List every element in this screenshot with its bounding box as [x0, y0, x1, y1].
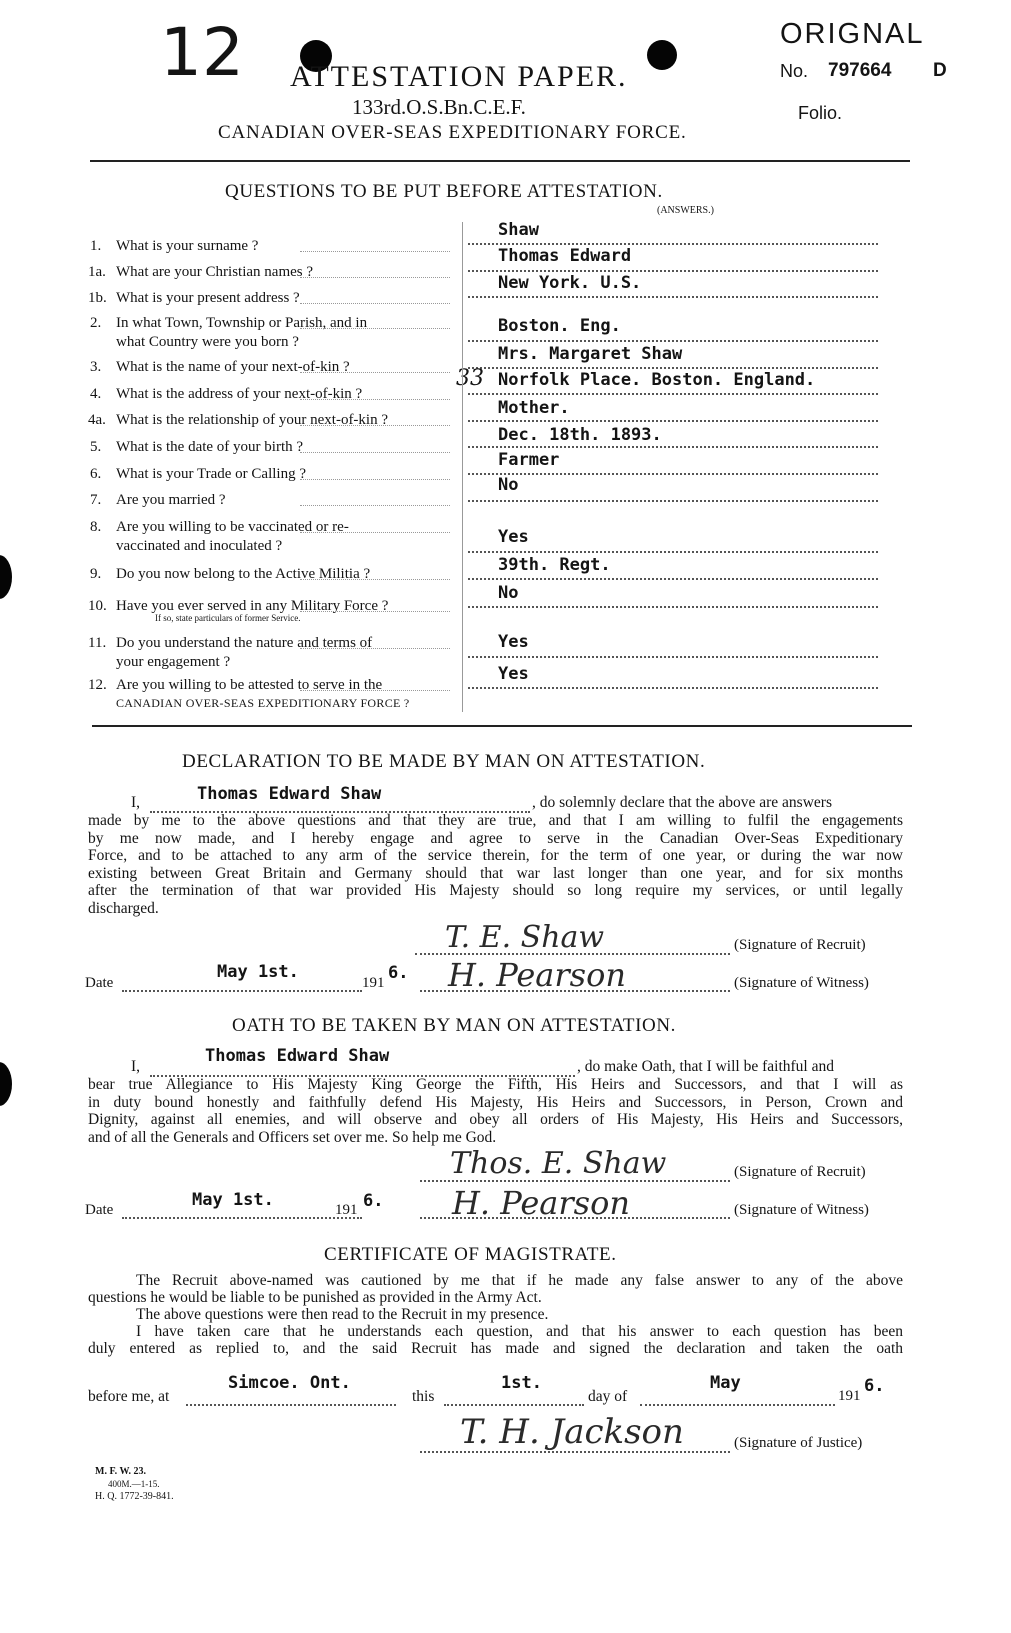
oath-text-line: in duty bound honestly and faithfully defend His Majesty, His Heirs and Successors, in Person, Crown and: [88, 1093, 903, 1111]
questions-heading: QUESTIONS TO BE PUT BEFORE ATTESTATION.: [225, 181, 663, 202]
question-text: your engagement ?: [116, 654, 231, 670]
answer-value: Thomas Edward: [498, 246, 632, 266]
question-leader: [300, 579, 450, 580]
certificate-line: questions he would be liable to be punished as provided in the Army Act.: [88, 1289, 542, 1306]
question-leader: [300, 532, 450, 533]
answer-prefix: 33: [456, 366, 484, 391]
answer-line: [468, 270, 878, 272]
declaration-text-first: , do solemnly declare that the above are answers: [532, 794, 832, 811]
certificate-month: May: [710, 1373, 741, 1393]
binder-hole-left-lower: [0, 1062, 12, 1106]
answer-value: Yes: [498, 527, 529, 547]
answer-line: [468, 393, 878, 395]
oath-heading: OATH TO BE TAKEN BY MAN ON ATTESTATION.: [232, 1015, 676, 1036]
question-number: 1a.: [88, 264, 106, 280]
certificate-place-line: [186, 1404, 396, 1406]
oath-witness-sig-label: (Signature of Witness): [734, 1202, 869, 1218]
declaration-date-line: [122, 990, 362, 992]
question-leader: [300, 648, 450, 649]
answer-line: [468, 656, 878, 658]
print-run: 400M.—1-15.: [108, 1479, 160, 1489]
certificate-heading: CERTIFICATE OF MAGISTRATE.: [324, 1244, 617, 1265]
folio-label: Folio.: [798, 103, 843, 123]
oath-i-label: I,: [131, 1058, 141, 1075]
oath-witness-signature: H. Pearson: [452, 1184, 630, 1222]
question-text: What is the address of your next-of-kin ?: [116, 386, 363, 402]
answer-line: [468, 551, 878, 553]
answer-line: [468, 606, 878, 608]
serial-suffix: D: [933, 60, 947, 81]
answer-line: [468, 446, 878, 448]
oath-name: Thomas Edward Shaw: [205, 1046, 390, 1066]
answer-value: Dec. 18th. 1893.: [498, 425, 662, 445]
question-text: In what Town, Township or Parish, and in: [116, 315, 368, 331]
answer-value: Mrs. Margaret Shaw: [498, 344, 683, 364]
answers-label: (ANSWERS.): [657, 205, 714, 216]
justice-signature: T. H. Jackson: [460, 1412, 684, 1452]
unit-designation: 133rd.O.S.Bn.C.E.F.: [352, 95, 526, 119]
question-leader: [300, 303, 450, 304]
answer-value: Farmer: [498, 450, 560, 470]
question-number: 5.: [90, 439, 102, 455]
declaration-date: May 1st.: [217, 962, 299, 982]
question-text: What is the relationship of your next-of-kin ?: [116, 412, 389, 428]
question-text: Are you willing to be vaccinated or re-: [116, 519, 349, 535]
answer-line: [468, 687, 878, 689]
declaration-witness-signature: H. Pearson: [448, 956, 626, 994]
answer-line: [468, 243, 878, 245]
declaration-year-digit: 6.: [388, 963, 409, 983]
oath-text-line: bear true Allegiance to His Majesty King George the Fifth, His Heirs and Successors, and that I will as: [88, 1076, 903, 1093]
answer-line: [468, 296, 878, 298]
declaration-text-line: discharged.: [88, 900, 159, 917]
oath-year-digit: 6.: [363, 1191, 384, 1211]
original-label: ORIGNAL: [780, 18, 925, 50]
certificate-line: The above questions were then read to the Recruit in my presence.: [136, 1306, 549, 1323]
declaration-text-line: after the termination of that war provided His Majesty should so long require my services, or until legally: [88, 882, 903, 900]
question-text: What is your surname ?: [116, 238, 259, 254]
question-text: Do you understand the nature and terms of: [116, 635, 373, 651]
certificate-day-of-label: day of: [588, 1388, 628, 1405]
certificate-this-label: this: [412, 1388, 435, 1405]
question-text: What is your Trade or Calling ?: [116, 466, 306, 482]
oath-recruit-signature: Thos. E. Shaw: [450, 1146, 667, 1181]
page-title: ATTESTATION PAPER.: [290, 60, 628, 93]
declaration-recruit-signature: T. E. Shaw: [445, 920, 605, 955]
answer-value: Yes: [498, 664, 529, 684]
answer-value: No: [498, 475, 519, 495]
answer-line: [468, 473, 878, 475]
declaration-text-line: by me now made, and I hereby engage and agree to serve in the Canadian Over-Seas Expeditionary: [88, 829, 903, 847]
question-text: What is the name of your next-of-kin ?: [116, 359, 350, 375]
question-leader: [300, 399, 450, 400]
oath-recruit-sig-label: (Signature of Recruit): [734, 1164, 866, 1180]
question-text: What are your Christian names ?: [116, 264, 314, 280]
question-number: 9.: [90, 566, 102, 582]
question-leader: [300, 505, 450, 506]
number-label: No.: [780, 61, 809, 81]
question-text: Are you willing to be attested to serve in the: [116, 677, 383, 693]
declaration-date-label: Date: [85, 975, 114, 991]
header-divider: [90, 160, 910, 162]
oath-year-prefix: 191: [335, 1202, 358, 1218]
answer-value: 39th. Regt.: [498, 555, 611, 575]
certificate-year-digit: 6.: [864, 1376, 885, 1396]
declaration-year-prefix: 191: [362, 975, 385, 991]
question-number: 2.: [90, 315, 102, 331]
declaration-text-line: existing between Great Britain and Germany should that war last longer than one year, and for six months: [88, 864, 903, 882]
justice-sig-label: (Signature of Justice): [734, 1435, 863, 1451]
oath-date-line: [122, 1217, 362, 1219]
question-number: 3.: [90, 359, 102, 375]
answer-line: [468, 367, 878, 369]
question-text: Have you ever served in any Military Force ?: [116, 598, 389, 614]
answer-line: [468, 340, 878, 342]
questions-divider: [92, 725, 912, 727]
certificate-line: duly entered as replied to, and the said Recruit has made and signed the declaration and taken the oath: [88, 1340, 903, 1357]
answer-line: [468, 500, 878, 502]
answer-value: Norfolk Place. Boston. England.: [498, 370, 816, 390]
certificate-day: 1st.: [501, 1373, 542, 1393]
question-text: What is your present address ?: [116, 290, 300, 306]
question-number: 4a.: [88, 412, 106, 428]
oath-text-line: Dignity, against all enemies, and will observe and obey all orders of His Majesty, His Heirs and Successors,: [88, 1111, 903, 1129]
answer-line: [468, 420, 878, 422]
question-leader: [300, 277, 450, 278]
question-leader: [300, 328, 450, 329]
question-text: Do you now belong to the Active Militia ?: [116, 566, 371, 582]
question-leader: [300, 251, 450, 252]
certificate-line: I have taken care that he understands each question, and that his answer to each question has been: [136, 1323, 903, 1340]
question-number: 6.: [90, 466, 102, 482]
answer-value: No: [498, 583, 519, 603]
question-number: 1b.: [88, 290, 107, 306]
question-note: If so, state particulars of former Service.: [155, 613, 301, 623]
declaration-name: Thomas Edward Shaw: [197, 784, 382, 804]
declaration-recruit-sig-label: (Signature of Recruit): [734, 937, 866, 953]
oath-text-line: and of all the Generals and Officers set over me. So help me God.: [88, 1128, 497, 1146]
force-name: CANADIAN OVER-SEAS EXPEDITIONARY FORCE.: [218, 122, 687, 143]
answer-value: Mother.: [498, 398, 570, 418]
certificate-before-label: before me, at: [88, 1388, 170, 1405]
certificate-place: Simcoe. Ont.: [228, 1373, 351, 1393]
answer-value: Yes: [498, 632, 529, 652]
question-number: 4.: [90, 386, 102, 402]
hq-reference: H. Q. 1772-39-841.: [95, 1491, 174, 1502]
question-leader: [300, 690, 450, 691]
question-leader: [300, 372, 450, 373]
question-number: 8.: [90, 519, 102, 535]
question-leader: [300, 611, 450, 612]
question-leader: [300, 425, 450, 426]
certificate-year-prefix: 191: [838, 1388, 861, 1404]
question-number: 10.: [88, 598, 107, 614]
binder-hole-left-upper: [0, 555, 12, 599]
oath-date: May 1st.: [192, 1190, 274, 1210]
certificate-month-line: [640, 1404, 835, 1406]
oath-date-label: Date: [85, 1202, 114, 1218]
question-text: vaccinated and inoculated ?: [116, 538, 283, 554]
handwritten-number: 12: [160, 14, 244, 91]
certificate-line: The Recruit above-named was cautioned by me that if he made any false answer to any of the above: [136, 1272, 903, 1289]
question-text: CANADIAN OVER-SEAS EXPEDITIONARY FORCE ?: [116, 696, 410, 710]
answers-column-rule: [462, 222, 463, 712]
question-number: 12.: [88, 677, 107, 693]
question-number: 1.: [90, 238, 102, 254]
declaration-witness-sig-label: (Signature of Witness): [734, 975, 869, 991]
answer-value: Shaw: [498, 220, 539, 240]
question-text: what Country were you born ?: [116, 334, 299, 350]
question-number: 11.: [88, 635, 107, 651]
certificate-day-line: [444, 1404, 584, 1406]
declaration-text-line: made by me to the above questions and that they are true, and that I am willing to fulfil the engagements: [88, 812, 903, 829]
answer-value: New York. U.S.: [498, 273, 642, 293]
oath-text-first: , do make Oath, that I will be faithful and: [577, 1058, 834, 1075]
punch-hole-top-right: [647, 40, 677, 70]
declaration-text-line: Force, and to be attached to any arm of the service therein, for the term of one year, or during the war now: [88, 847, 903, 865]
question-leader: [300, 452, 450, 453]
declaration-heading: DECLARATION TO BE MADE BY MAN ON ATTESTATION.: [182, 751, 706, 772]
question-text: What is the date of your birth ?: [116, 439, 304, 455]
question-number: 7.: [90, 492, 102, 508]
question-text: Are you married ?: [116, 492, 226, 508]
answer-value: Boston. Eng.: [498, 316, 621, 336]
answer-line: [468, 578, 878, 580]
serial-number: 797664: [828, 60, 892, 81]
declaration-i-label: I,: [131, 794, 141, 811]
question-leader: [300, 479, 450, 480]
form-code: M. F. W. 23.: [95, 1466, 147, 1477]
